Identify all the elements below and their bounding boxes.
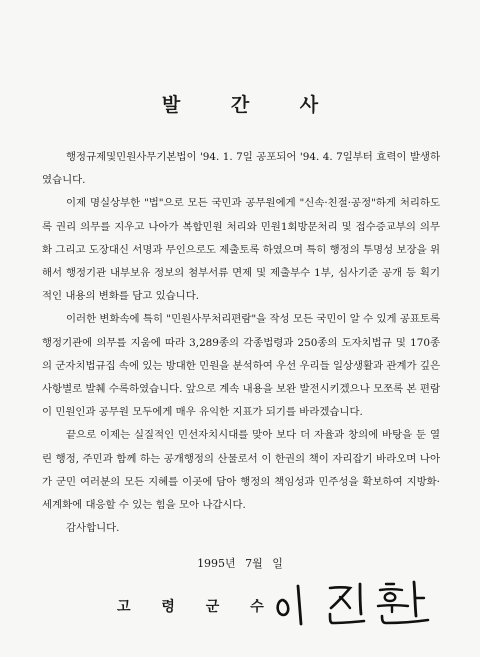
page-title: 발 간 사 bbox=[161, 94, 341, 116]
handwritten-signature bbox=[268, 578, 438, 628]
paragraph-3: 이러한 변화속에 특히 "민원사무처리편람"을 작성 모든 국민이 알 수 있게 공표토록 행정기관에 의무를 지움에 따라 3,289종의 각종법령과 250종의 도자치법규 및 170종의 군자치법규집 속에 있는 방대한 민원을 분석하여 우선 우리들 일상생활과 관계가 깊은 사항별로 발췌 수록하였습니다. 앞으로 계속 내용을 보완 발전시키겠으나 모쪼록 본 편람이 민원인과 공무원 모두에게 매우 유익한 지표가 되기를 바라겠습니다. bbox=[42, 313, 440, 419]
paragraph-1: 행정규제및민원사무기본법이 '94. 1. 7일 공포되어 '94. 4. 7일부터 효력이 발생하였습니다. bbox=[42, 151, 440, 187]
body-text bbox=[42, 146, 440, 540]
author-title: 고 령 군 수 bbox=[117, 599, 277, 615]
publication-date: 1995년 7월 일 bbox=[197, 557, 283, 570]
paragraph-5: 감사합니다. bbox=[66, 522, 120, 535]
paragraph-2: 이제 명실상부한 "법"으로 모든 국민과 공무원에게 "신속·친절·공정"하게 처리하도록 권리 의무를 지우고 나아가 복합민원 처리와 민원1회방문처리 및 접수증교부의 의무화 그리고 도장대신 서명과 무인으로도 제출토록 하였으며 특히 행정의 투명성 보장을 위해서 행정기관 내부보유 정보의 첨부서류 면제 및 제출부수 1부, 심사기준 공개 등 획기적인 내용의 변화를 담고 있습니다. bbox=[42, 197, 440, 303]
paragraph-4: 끝으로 이제는 실질적인 민선자치시대를 맞아 보다 더 자율과 창의에 바탕을 둔 열린 행정, 주민과 함께 하는 공개행정의 산물로서 이 한권의 책이 자리잡기 바라오며 나아가 군민 여러분의 모든 지혜를 이곳에 담아 행정의 책임성과 민주성을 확보하여 지방화·세계화에 대응할 수 있는 힘을 모아 나갑시다. bbox=[42, 429, 440, 512]
